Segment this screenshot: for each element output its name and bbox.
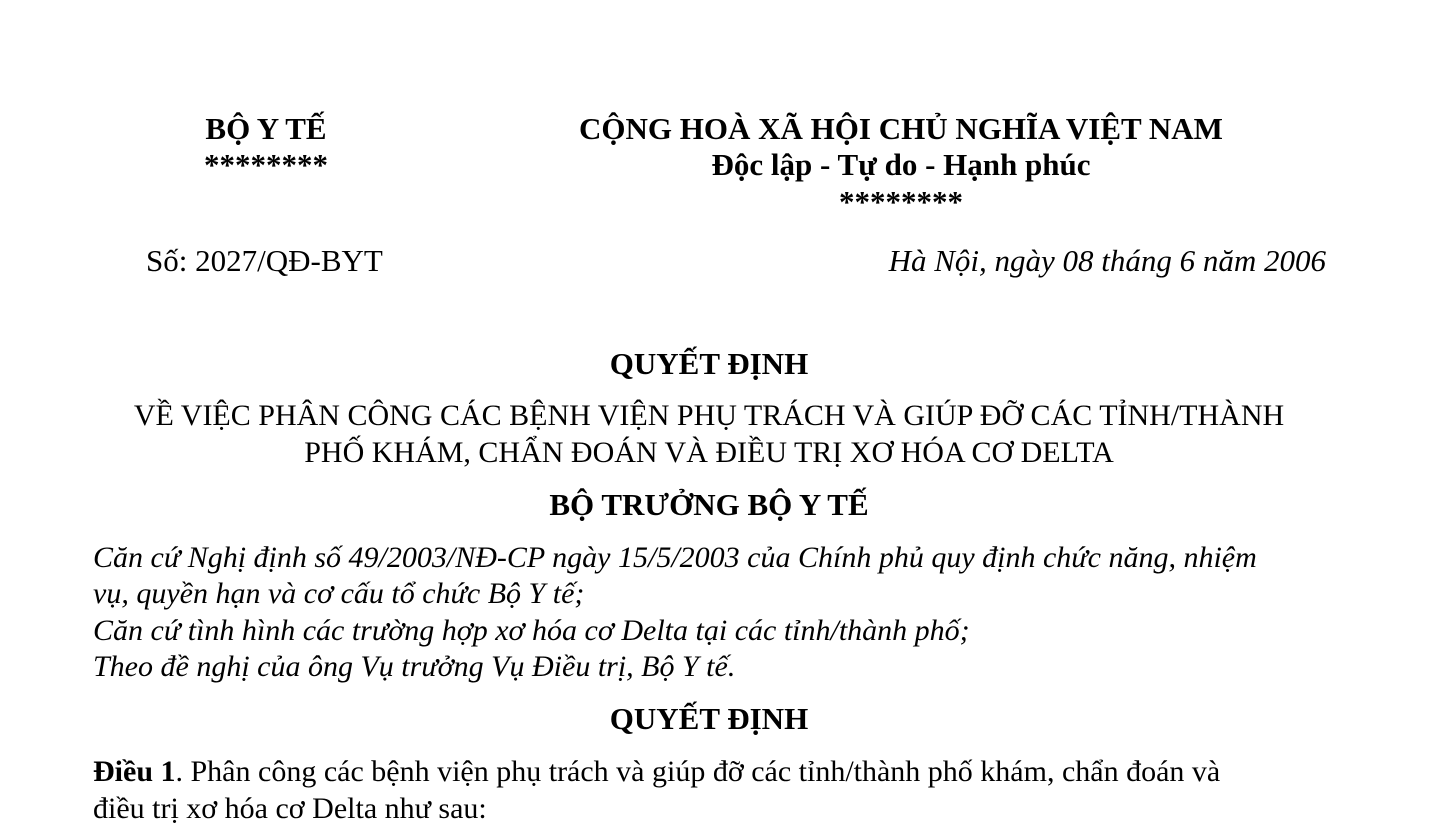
place-date: Hà Nội, ngày 08 tháng 6 năm 2006 [888, 243, 1326, 278]
decision-subject-line1: VỀ VIỆC PHÂN CÔNG CÁC BỆNH VIỆN PHỤ TRÁCH VÀ GIÚP ĐỠ CÁC TỈNH/THÀNH [133, 399, 1285, 432]
preamble-basis-3: Theo đề nghị của ông Vụ trưởng Vụ Điều trị, Bộ Y tế. [93, 650, 736, 683]
decision-subject-line2: PHỐ KHÁM, CHẨN ĐOÁN VÀ ĐIỀU TRỊ XƠ HÓA CƠ DELTA [304, 436, 1114, 469]
preamble-basis-1-line1: Căn cứ Nghị định số 49/2003/NĐ-CP ngày 15/5/2003 của Chính phủ quy định chức năng, nhiệm [93, 541, 1257, 574]
preamble-basis-1-line2: vụ, quyền hạn và cơ cấu tổ chức Bộ Y tế; [93, 577, 585, 610]
article-1-label: Điều 1 [93, 755, 176, 788]
article-1-line2: điều trị xơ hóa cơ Delta như sau: [93, 792, 487, 825]
country-stars: ******** [839, 184, 963, 219]
ministry-stars: ******** [204, 147, 328, 182]
authority-title: BỘ TRƯỞNG BỘ Y TẾ [549, 487, 869, 522]
decision-title: QUYẾT ĐỊNH [609, 346, 809, 381]
article-1-text: . Phân công các bệnh viện phụ trách và giúp đỡ các tỉnh/thành phố khám, chẩn đoán và [175, 755, 1221, 788]
country-name: CỘNG HOÀ XÃ HỘI CHỦ NGHĨA VIỆT NAM [579, 111, 1223, 146]
decides-heading: QUYẾT ĐỊNH [609, 701, 809, 736]
article-1-line1 [93, 754, 1220, 790]
document-number: Số: 2027/QĐ-BYT [146, 243, 383, 278]
ministry-name: BỘ Y TẾ [205, 111, 327, 146]
national-motto: Độc lập - Tự do - Hạnh phúc [711, 147, 1091, 182]
preamble-basis-2: Căn cứ tình hình các trường hợp xơ hóa cơ Delta tại các tỉnh/thành phố; [93, 614, 970, 647]
